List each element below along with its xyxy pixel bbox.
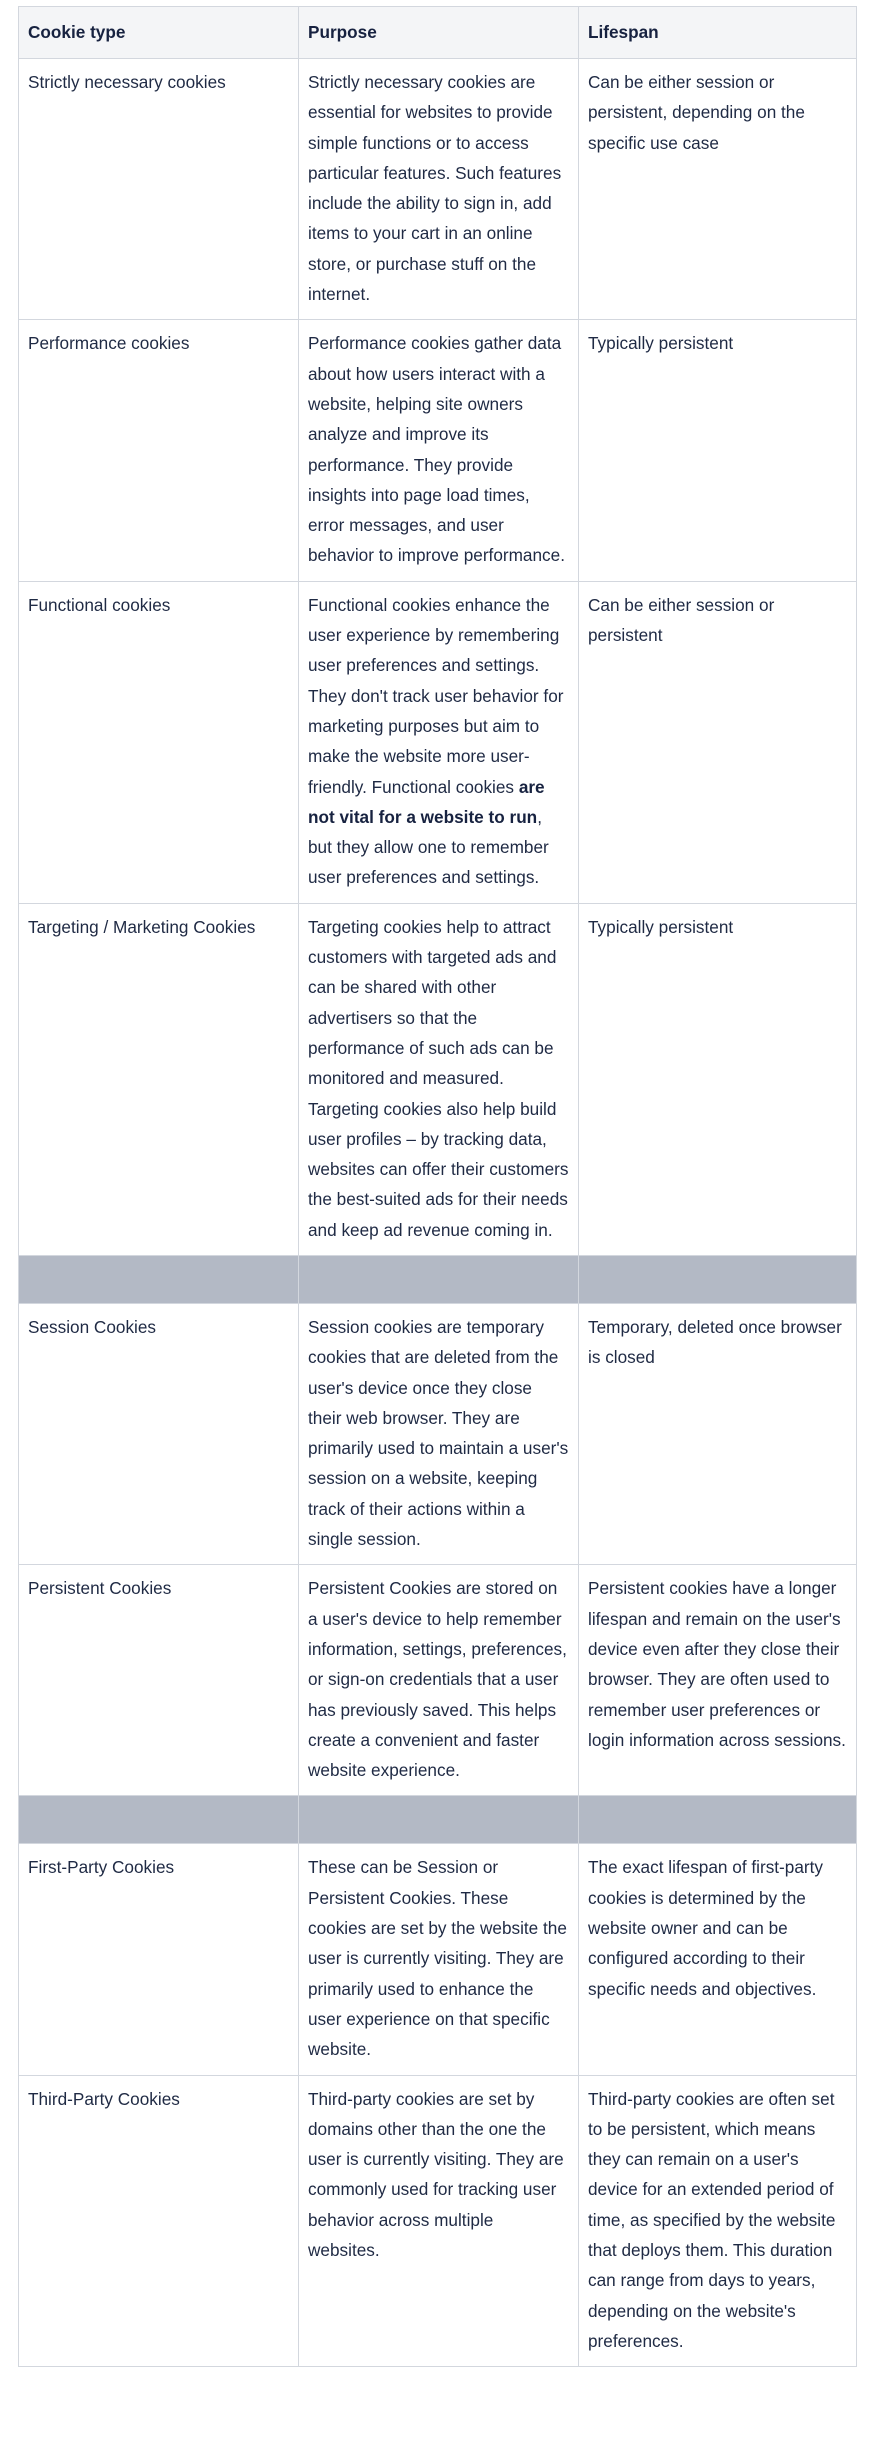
cell-purpose: Third-party cookies are set by domains other than the one the user is currently visiting. They are commonly used for tracking user behavior across multiple websites.	[299, 2075, 579, 2367]
table-row	[19, 2075, 857, 2367]
cell-lifespan: Can be either session or persistent	[579, 581, 857, 903]
cell-cookie-type: Performance cookies	[19, 320, 299, 581]
separator-cell	[299, 1255, 579, 1303]
cell-lifespan: The exact lifespan of first-party cookies is determined by the website owner and can be configured according to their specific needs and objectives.	[579, 1844, 857, 2075]
cookie-types-table	[18, 6, 857, 2367]
separator-cell	[579, 1796, 857, 1844]
cookie-table-container	[18, 6, 856, 2367]
separator-cell	[19, 1796, 299, 1844]
cell-purpose: Strictly necessary cookies are essential for websites to provide simple functions or to access particular features. Such features include the ability to sign in, add items to your cart in an online store, or purchase stuff on the internet.	[299, 59, 579, 320]
cell-purpose	[299, 581, 579, 903]
separator-cell	[299, 1796, 579, 1844]
cell-lifespan: Temporary, deleted once browser is closed	[579, 1303, 857, 1564]
cell-purpose: These can be Session or Persistent Cookies. These cookies are set by the website the user is currently visiting. They are primarily used to enhance the user experience on that specific website.	[299, 1844, 579, 2075]
header-lifespan: Lifespan	[579, 7, 857, 59]
table-row	[19, 59, 857, 320]
cell-cookie-type: Persistent Cookies	[19, 1565, 299, 1796]
cell-lifespan: Persistent cookies have a longer lifespan and remain on the user's device even after they close their browser. They are often used to remember user preferences or login information across sessions.	[579, 1565, 857, 1796]
cell-lifespan: Typically persistent	[579, 320, 857, 581]
cell-cookie-type: Targeting / Marketing Cookies	[19, 903, 299, 1255]
cell-lifespan: Typically persistent	[579, 903, 857, 1255]
cell-purpose: Session cookies are temporary cookies that are deleted from the user's device once they close their web browser. They are primarily used to maintain a user's session on a website, keeping track of their actions within a single session.	[299, 1303, 579, 1564]
header-cookie-type: Cookie type	[19, 7, 299, 59]
separator-cell	[579, 1255, 857, 1303]
table-row	[19, 320, 857, 581]
cell-lifespan: Third-party cookies are often set to be persistent, which means they can remain on a user's device for an extended period of time, as specified by the website that deploys them. This duration can range from days to years, depending on the website's preferences.	[579, 2075, 857, 2367]
table-row	[19, 1565, 857, 1796]
purpose-emphasis: are not vital for a website to run	[308, 776, 545, 827]
separator-row	[19, 1796, 857, 1844]
cell-cookie-type: Third-Party Cookies	[19, 2075, 299, 2367]
header-purpose: Purpose	[299, 7, 579, 59]
table-row	[19, 903, 857, 1255]
cell-cookie-type: Functional cookies	[19, 581, 299, 903]
separator-row	[19, 1255, 857, 1303]
table-row	[19, 581, 857, 903]
cell-cookie-type: Session Cookies	[19, 1303, 299, 1564]
purpose-text: Functional cookies enhance the user experience by remembering user preferences and settings. They don't track user behavior for marketing purposes but aim to make the website more user-friendly. Functional cookies	[308, 594, 564, 797]
cell-purpose: Performance cookies gather data about how users interact with a website, helping site owners analyze and improve its performance. They provide insights into page load times, error messages, and user behavior to improve performance.	[299, 320, 579, 581]
cell-cookie-type: First-Party Cookies	[19, 1844, 299, 2075]
table-row	[19, 1303, 857, 1564]
separator-cell	[19, 1255, 299, 1303]
table-header-row	[19, 7, 857, 59]
table-row	[19, 1844, 857, 2075]
purpose-text: , but they allow one to remember user preferences and settings.	[308, 806, 549, 888]
cell-cookie-type: Strictly necessary cookies	[19, 59, 299, 320]
cell-purpose: Targeting cookies help to attract customers with targeted ads and can be shared with other advertisers so that the performance of such ads can be monitored and measured. Targeting cookies also help build user profiles – by tracking data, websites can offer their customers the best-suited ads for their needs and keep ad revenue coming in.	[299, 903, 579, 1255]
cell-purpose: Persistent Cookies are stored on a user's device to help remember information, settings, preferences, or sign-on credentials that a user has previously saved. This helps create a convenient and faster website experience.	[299, 1565, 579, 1796]
cell-lifespan: Can be either session or persistent, depending on the specific use case	[579, 59, 857, 320]
